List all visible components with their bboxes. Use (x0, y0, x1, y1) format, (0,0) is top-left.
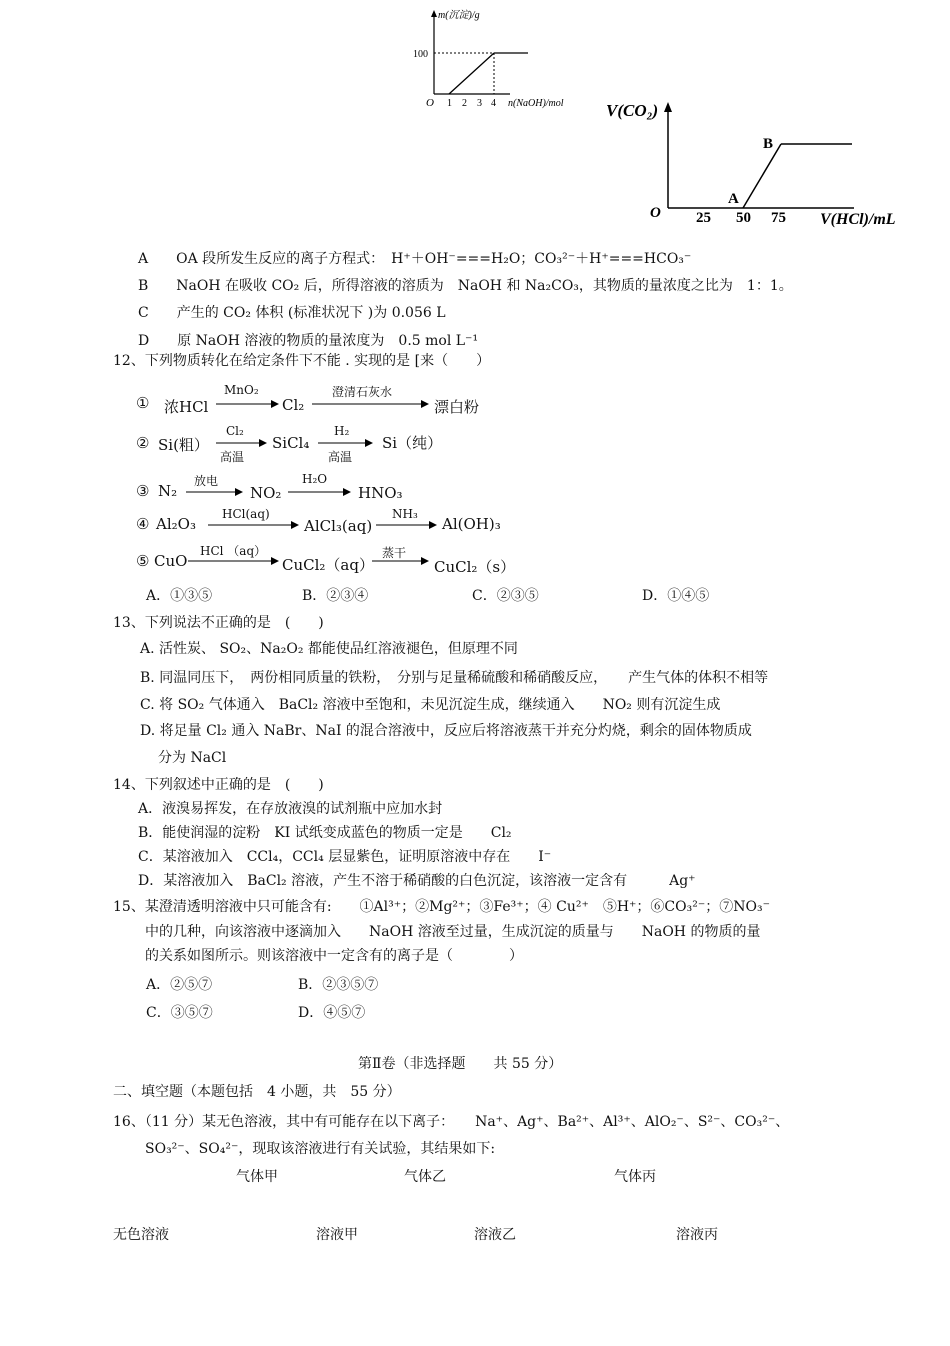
row-number: ① (136, 394, 150, 412)
q15-option-a: A．②⑤⑦ (146, 977, 213, 993)
reactant: 浓HCl (164, 398, 209, 416)
intermediate: AlCl₃(aq) (304, 517, 373, 535)
reaction-arrow (312, 398, 430, 410)
q13-option-b: B. 同温同压下， 两份相同质量的铁粉， 分别与足量稀硫酸和稀硝酸反应， 产生气体的体积不相等 (140, 670, 769, 686)
arrow-top-label: 澄清石灰水 (332, 385, 393, 399)
q13-option-d: D. 将足量 Cl₂ 通入 NaBr、NaI 的混合溶液中，反应后将溶液蒸干并充分灼烧，剩余的固体物质成 (140, 723, 752, 739)
row-number: ⑤ (136, 552, 150, 570)
arrow-top-label: 蒸干 (382, 546, 407, 560)
solution-label: 溶液乙 (474, 1227, 516, 1243)
gas-label: 气体甲 (236, 1169, 278, 1185)
q12-option-a: A．①③⑤ (146, 588, 213, 604)
arrow-top-label: H₂O (302, 472, 328, 486)
graph2-point-b: B (763, 136, 774, 152)
reaction-arrow (372, 555, 430, 567)
section-heading: 二、填空题（本题包括 4 小题，共 55 分） (113, 1084, 401, 1100)
graph2-origin: O (650, 205, 661, 221)
q11-option-b: B NaOH 在吸收 CO₂ 后，所得溶液的溶质为 NaOH 和 Na₂CO₃，其物质的量浓度之比为 1：1。 (138, 278, 793, 294)
product: Al(OH)₃ (442, 515, 501, 533)
q13-option-c: C. 将 SO₂ 气体通入 BaCl₂ 溶液中至饱和，未见沉淀生成，继续通入 NO₂ 则有沉淀生成 (140, 697, 721, 713)
intermediate: Cl₂ (282, 396, 305, 414)
arrow-top-label: MnO₂ (224, 383, 259, 397)
reaction-arrow (216, 398, 280, 410)
graph2-rise-line (743, 144, 781, 208)
solution-label: 溶液甲 (316, 1227, 358, 1243)
q13-option-a: A. 活性炭、 SO₂、Na₂O₂ 都能使品红溶液褪色，但原理不同 (140, 641, 518, 657)
solution-label: 无色溶液 (113, 1227, 169, 1243)
reactant: Si(粗） (158, 436, 209, 454)
graph1-x-tick: 2 (462, 98, 467, 109)
arrow-top-label: NH₃ (392, 507, 418, 521)
product: Si（纯） (382, 434, 443, 452)
q12-option-d: D．①④⑤ (642, 588, 710, 604)
arrow-top-label: HCl(aq) (222, 507, 270, 521)
graph2-x-tick: 50 (736, 210, 751, 226)
arrow-bottom-label: 高温 (328, 450, 353, 464)
q16-line1: 16、（11 分）某无色溶液，其中有可能存在以下离子： Na⁺、Ag⁺、Ba²⁺、Al³⁺、AlO₂⁻、S²⁻、CO₃²⁻、 (113, 1114, 790, 1130)
reaction-arrow (288, 486, 352, 498)
row-number: ③ (136, 482, 150, 500)
q12-reaction-row (136, 424, 636, 464)
arrow-top-label: Cl₂ (226, 424, 244, 438)
q14-stem: 14、下列叙述中正确的是 ( ) (113, 777, 324, 793)
graph1-rise-line (449, 53, 494, 94)
graph1-x-tick: 1 (447, 98, 452, 109)
q11-option-c: C 产生的 CO₂ 体积 (标准状况下 )为 0.056 L (138, 305, 446, 321)
q15-option-b: B．②③⑤⑦ (298, 977, 379, 993)
graph1-y-arrow (431, 10, 437, 17)
graph2-y-label: V(CO₂) (606, 101, 659, 120)
graph1-y-label: m(沉淀)/g (438, 10, 480, 21)
precipitate-graph (410, 2, 600, 112)
q11-option-a: A OA 段所发生反应的离子方程式： H⁺＋OH⁻===H₂O；CO₃²⁻＋H⁺===HCO₃⁻ (138, 251, 692, 267)
q15-option-d: D．④⑤⑦ (298, 1005, 366, 1021)
product: 漂白粉 (434, 398, 480, 416)
arrow-top-label: H₂ (334, 424, 350, 438)
q15-line1: 15、某澄清透明溶液中只可能含有: ①Al³⁺；②Mg²⁺；③Fe³⁺；④ Cu²⁺ ⑤H⁺；⑥CO₃²⁻；⑦NO₃⁻ (113, 899, 770, 915)
intermediate: CuCl₂（aq） (282, 556, 374, 574)
arrow-top-label: HCl （aq） (200, 544, 267, 558)
q13-stem: 13、下列说法不正确的是 ( ) (113, 615, 324, 631)
reaction-arrow (188, 555, 280, 567)
reactant: CuO (154, 552, 188, 570)
graph1-x-label: n(NaOH)/mol (508, 98, 564, 109)
reactant: N₂ (158, 482, 178, 500)
q12-stem: 12、下列物质转化在给定条件下不能 . 实现的是 [来（ ） (113, 353, 491, 369)
arrow-top-label: 放电 (194, 474, 219, 488)
co2-graph (600, 96, 920, 236)
q12-reaction-row (136, 383, 636, 416)
q12-reaction-row (136, 540, 636, 574)
product: HNO₃ (358, 484, 403, 502)
q12-option-b: B．②③④ (302, 588, 369, 604)
graph2-y-arrow (664, 102, 672, 112)
intermediate: NO₂ (250, 484, 282, 502)
graph1-origin: O (426, 97, 434, 109)
intermediate: SiCl₄ (272, 434, 310, 452)
q15-option-c: C．③⑤⑦ (146, 1005, 213, 1021)
product: CuCl₂（s） (434, 558, 516, 576)
gas-label: 气体乙 (404, 1169, 446, 1185)
gas-label: 气体丙 (614, 1169, 656, 1185)
q11-option-d: D 原 NaOH 溶液的物质的量浓度为 0.5 mol L⁻¹ (138, 333, 479, 349)
solution-label: 溶液丙 (676, 1227, 718, 1243)
reaction-arrow (208, 519, 300, 531)
q12-reaction-row (136, 474, 636, 504)
graph2-point-a: A (728, 191, 739, 207)
graph1-x-tick: 4 (491, 98, 496, 109)
q14-option-b: B．能使润湿的淀粉 KI 试纸变成蓝色的物质一定是 Cl₂ (138, 825, 512, 841)
reaction-arrow (186, 486, 244, 498)
graph2-x-tick: 75 (771, 210, 786, 226)
q15-line3: 的关系如图所示。则该溶液中一定含有的离子是（ ） (145, 948, 523, 964)
q14-option-c: C．某溶液加入 CCl₄，CCl₄ 层显紫色，证明原溶液中存在 I⁻ (138, 849, 552, 865)
graph1-x-tick: 3 (477, 98, 482, 109)
q13-option-d-continued: 分为 NaCl (158, 750, 227, 766)
arrow-bottom-label: 高温 (220, 450, 245, 464)
q14-option-d: D．某溶液加入 BaCl₂ 溶液，产生不溶于稀硝酸的白色沉淀，该溶液一定含有 Ag⁺ (138, 873, 696, 889)
q12-reaction-row (136, 505, 636, 535)
q14-option-a: A．液溴易挥发，在存放液溴的试剂瓶中应加水封 (138, 801, 443, 817)
graph2-x-tick: 25 (696, 210, 711, 226)
q16-line2: SO₃²⁻、SO₄²⁻，现取该溶液进行有关试验，其结果如下: (145, 1141, 496, 1157)
row-number: ④ (136, 515, 150, 533)
q15-line2: 中的几种，向该溶液中逐滴加入 NaOH 溶液至过量，生成沉淀的质量与 NaOH 的物质的量 (145, 924, 761, 940)
part2-title: 第Ⅱ卷（非选择题 共 55 分） (358, 1056, 563, 1072)
q12-option-c: C．②③⑤ (472, 588, 539, 604)
reaction-arrow (376, 519, 438, 531)
graph2-x-label: V(HCl)/mL (820, 211, 896, 228)
row-number: ② (136, 434, 150, 452)
graph1-y-tick: 100 (413, 49, 428, 60)
reactant: Al₂O₃ (156, 515, 196, 533)
